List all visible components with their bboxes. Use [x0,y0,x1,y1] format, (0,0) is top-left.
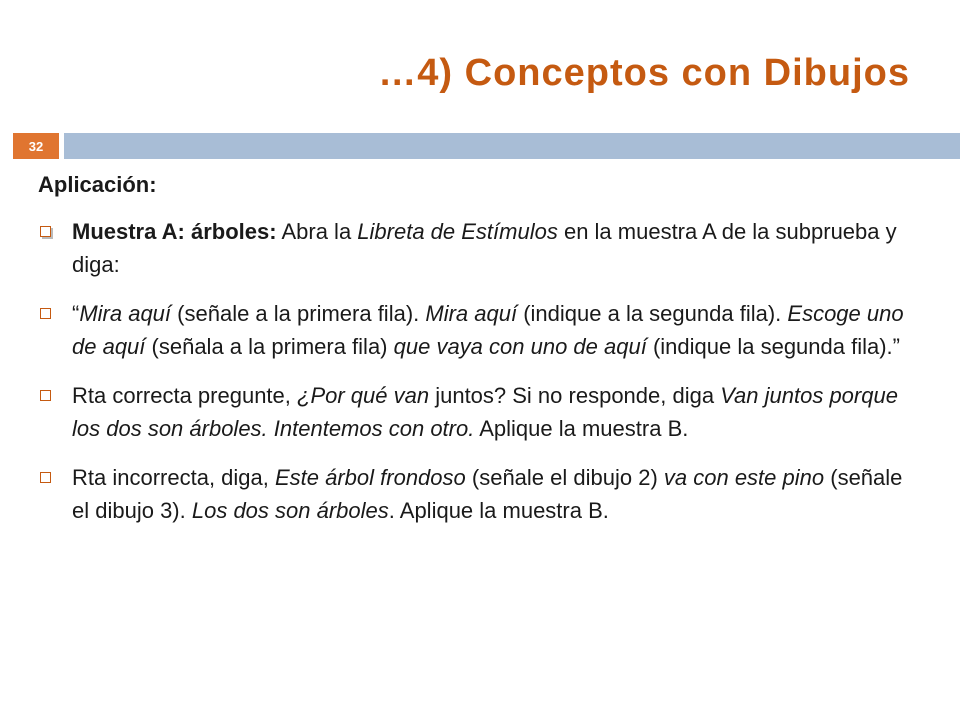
text-segment-italic: Libreta de Estímulos [357,219,558,244]
bullet-item-muestra-a [38,215,922,281]
bullet-item-incorrect-answer [38,461,922,527]
bullet-item-instruction [38,297,922,363]
text-segment: juntos? Si no responde, diga [429,383,721,408]
text-segment: “ [72,301,80,326]
text-segment: (señale el dibujo 3). [72,465,903,523]
section-heading: Aplicación: [38,172,157,197]
slide-title: …4) Conceptos con Dibujos [378,52,910,94]
text-segment: (señale a la primera fila). [171,301,426,326]
bullet-text [72,219,897,277]
page-number-badge: 32 [13,133,59,159]
text-segment: Rta correcta pregunte, [72,383,298,408]
text-segment: en la muestra A de la subprueba y diga: [72,219,897,277]
text-segment: Abra la [276,219,358,244]
text-segment: (señala a la primera fila) [145,334,394,359]
text-segment: (indique a la segunda fila). [517,301,788,326]
text-segment-italic: ¿Por qué van [297,383,430,408]
text-segment: Rta incorrecta, diga, [72,465,275,490]
square-bullet-icon [40,390,51,401]
bullet-text [72,383,898,441]
square-bullet-icon [40,308,51,319]
text-segment-italic: Este árbol frondoso [274,465,466,490]
text-segment: (señale el dibujo 2) [465,465,664,490]
bullet-text [72,465,902,523]
text-segment-italic: Escoge uno de aquí [72,301,904,359]
text-segment-italic: va con este pino [663,465,825,490]
text-segment: Aplique la muestra B. [474,416,689,441]
slide-content [38,168,922,543]
square-bullet-icon [40,226,51,237]
bullet-label: Muestra A: árboles: [72,219,277,244]
text-segment: (indique la segunda fila).” [646,334,900,359]
text-segment-italic: Mira aquí [425,301,518,326]
square-bullet-icon [40,472,51,483]
text-segment-italic: Los dos son árboles [191,498,389,523]
text-segment-italic: Mira aquí [79,301,172,326]
text-segment-italic: Van juntos porque los dos son árboles. Intentemos con otro. [72,383,898,441]
header-divider-bar [64,133,960,159]
text-segment-italic: que vaya con uno de aquí [393,334,647,359]
bullet-text [72,301,904,359]
text-segment: . Aplique la muestra B. [388,498,609,523]
bullet-item-correct-answer [38,379,922,445]
